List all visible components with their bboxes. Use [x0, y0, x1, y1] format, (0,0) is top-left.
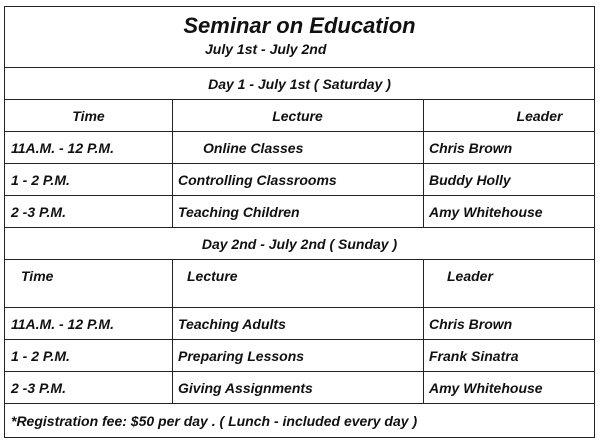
column-divider: [423, 260, 424, 308]
time-cell: 1 - 2 P.M.: [11, 348, 70, 364]
column-divider: [423, 372, 424, 404]
registration-note: *Registration fee: $50 per day . ( Lunch - included every day ): [11, 413, 418, 429]
time-cell: 1 - 2 P.M.: [11, 172, 70, 188]
time-cell: 2 -3 P.M.: [11, 380, 66, 396]
leader-cell: Buddy Holly: [429, 172, 511, 188]
lecture-cell: Online Classes: [203, 140, 304, 156]
day1-heading: Day 1 - July 1st ( Saturday ): [208, 76, 391, 92]
column-divider: [172, 132, 173, 164]
day1-heading-row: [5, 67, 594, 100]
day1-col-time: Time: [72, 108, 105, 124]
column-divider: [172, 260, 173, 308]
leader-cell: Amy Whitehouse: [429, 380, 543, 396]
leader-cell: Chris Brown: [429, 316, 513, 332]
lecture-cell: Giving Assignments: [178, 380, 313, 396]
day2-heading-row: [5, 227, 594, 260]
document-title: Seminar on Education: [183, 13, 416, 38]
lecture-cell: Teaching Children: [178, 204, 300, 220]
document-subtitle: July 1st - July 2nd: [205, 41, 327, 57]
day2-col-leader: Leader: [447, 268, 493, 284]
column-divider: [423, 340, 424, 372]
leader-cell: Chris Brown: [429, 140, 513, 156]
column-divider: [172, 340, 173, 372]
day2-heading: Day 2nd - July 2nd ( Sunday ): [201, 236, 398, 252]
column-divider: [172, 164, 173, 196]
lecture-cell: Preparing Lessons: [178, 348, 305, 364]
column-divider: [172, 196, 173, 228]
day2-header-row: [5, 259, 594, 308]
table-row: [5, 371, 594, 404]
table-row: [5, 307, 594, 340]
time-cell: 2 -3 P.M.: [11, 204, 66, 220]
column-divider: [423, 196, 424, 228]
day1-col-lecture: Lecture: [272, 108, 323, 124]
day1-col-leader: Leader: [516, 108, 563, 124]
seminar-schedule-table: [4, 6, 595, 438]
column-divider: [423, 308, 424, 340]
table-row: [5, 131, 594, 164]
lecture-cell: Controlling Classrooms: [178, 172, 337, 188]
table-row: [5, 195, 594, 228]
footer-row: [5, 403, 594, 438]
time-cell: 11A.M. - 12 P.M.: [11, 140, 114, 156]
table-row: [5, 163, 594, 196]
day2-col-lecture: Lecture: [187, 268, 238, 284]
time-cell: 11A.M. - 12 P.M.: [11, 316, 114, 332]
column-divider: [423, 164, 424, 196]
lecture-cell: Teaching Adults: [178, 316, 286, 332]
column-divider: [172, 372, 173, 404]
column-divider: [172, 308, 173, 340]
leader-cell: Frank Sinatra: [429, 348, 519, 364]
table-row: [5, 339, 594, 372]
leader-cell: Amy Whitehouse: [429, 204, 543, 220]
column-divider: [423, 132, 424, 164]
day1-header-row: [5, 99, 594, 132]
day2-col-time: Time: [21, 268, 54, 284]
